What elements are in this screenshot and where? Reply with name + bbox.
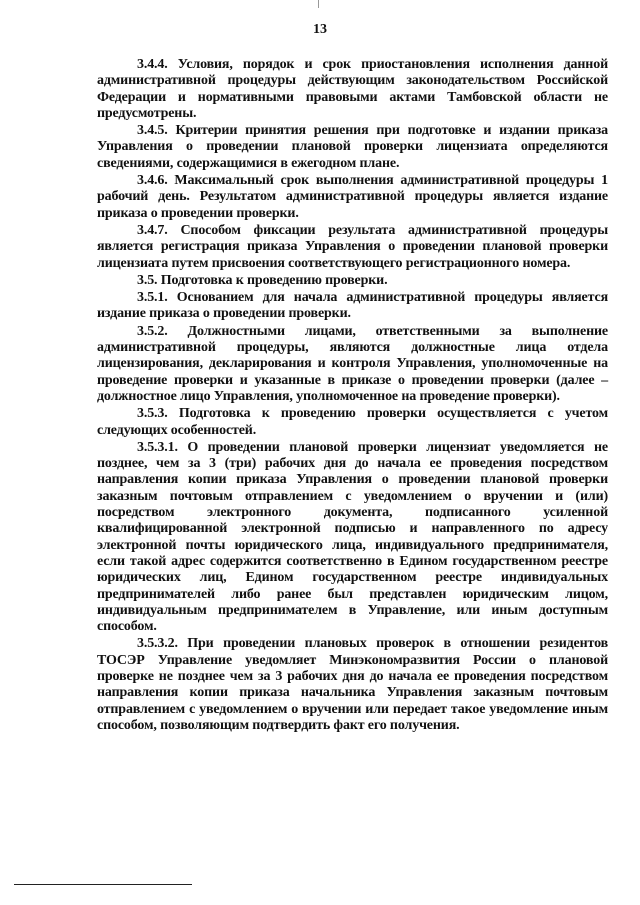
section-heading-3-5: 3.5. Подготовка к проведению проверки. bbox=[137, 272, 388, 288]
paragraph-3-4-4: 3.4.4. Условия, порядок и срок приостановления исполнения данной административной процедуры действующим законодательством Российской Федерации и нормативными правовыми актами Тамбовской области не предусмотрены. bbox=[97, 57, 608, 121]
paragraph-3-5-3: 3.5.3. Подготовка к проведению проверки осуществляется с учетом следующих особенностей. bbox=[97, 406, 608, 438]
scan-edge-mark bbox=[318, 0, 319, 8]
paragraph-3-5-3-2: 3.5.3.2. При проведении плановых проверок в отношении резидентов ТОСЭР Управление уведомляет Минэкономразвития России о плановой проверке не позднее чем за 3 рабочих дня до начала ее проведения посредством направления копии приказа начальника Управления заказным почтовым отправлением с уведомлением о вручении или передает такое уведомление иным способом, позволяющим подтвердить факт его получения. bbox=[97, 636, 608, 733]
paragraph-3-4-7: 3.4.7. Способом фиксации результата административной процедуры является регистрация приказа Управления о проведении плановой проверки лицензиата путем присвоения соответствующего регистрационного номера. bbox=[97, 222, 608, 271]
footnote-separator-line bbox=[14, 884, 192, 885]
page-number: 13 bbox=[313, 22, 327, 37]
paragraph-3-5-3-1: 3.5.3.1. О проведении плановой проверки лицензиат уведомляется не позднее, чем за 3 (три) рабочих дня до начала ее проведения посредством направления копии приказа Управления о проведении плановой проверки заказным почтовым отправлением с уведомлением о вручении и (или) посредством электронного документа, подписанного усиленной квалифицированной электронной подписью и направленного по адресу электронной почты юридического лица, индивидуального предпринимателя, если такой адрес содержится соответственно в Едином государственном реестре юридических лиц, Едином государственном реестре индивидуальных предпринимателей либо ранее был представлен юридическим лицом, индивидуальным предпринимателем в Управление, или иным доступным способом. bbox=[97, 439, 608, 635]
paragraph-3-4-6: 3.4.6. Максимальный срок выполнения административной процедуры 1 рабочий день. Результатом административной процедуры является издание приказа о проведении проверки. bbox=[97, 173, 608, 221]
paragraph-3-5-2: 3.5.2. Должностными лицами, ответственными за выполнение административной процедуры, являются должностные лица отдела лицензирования, декларирования и контроля Управления, уполномоченные на проведение проверки и указанные в приказе о проведении проверки (далее – должностное лицо Управления, уполномоченное на проведение проверки). bbox=[97, 323, 608, 404]
document-body bbox=[97, 57, 608, 735]
paragraph-3-4-5: 3.4.5. Критерии принятия решения при подготовке и издании приказа Управления о проведении плановой проверки лицензиата определяются сведениями, содержащимися в ежегодном плане. bbox=[97, 123, 608, 171]
paragraph-3-5-1: 3.5.1. Основанием для начала административной процедуры является издание приказа о проведении проверки. bbox=[97, 290, 608, 322]
